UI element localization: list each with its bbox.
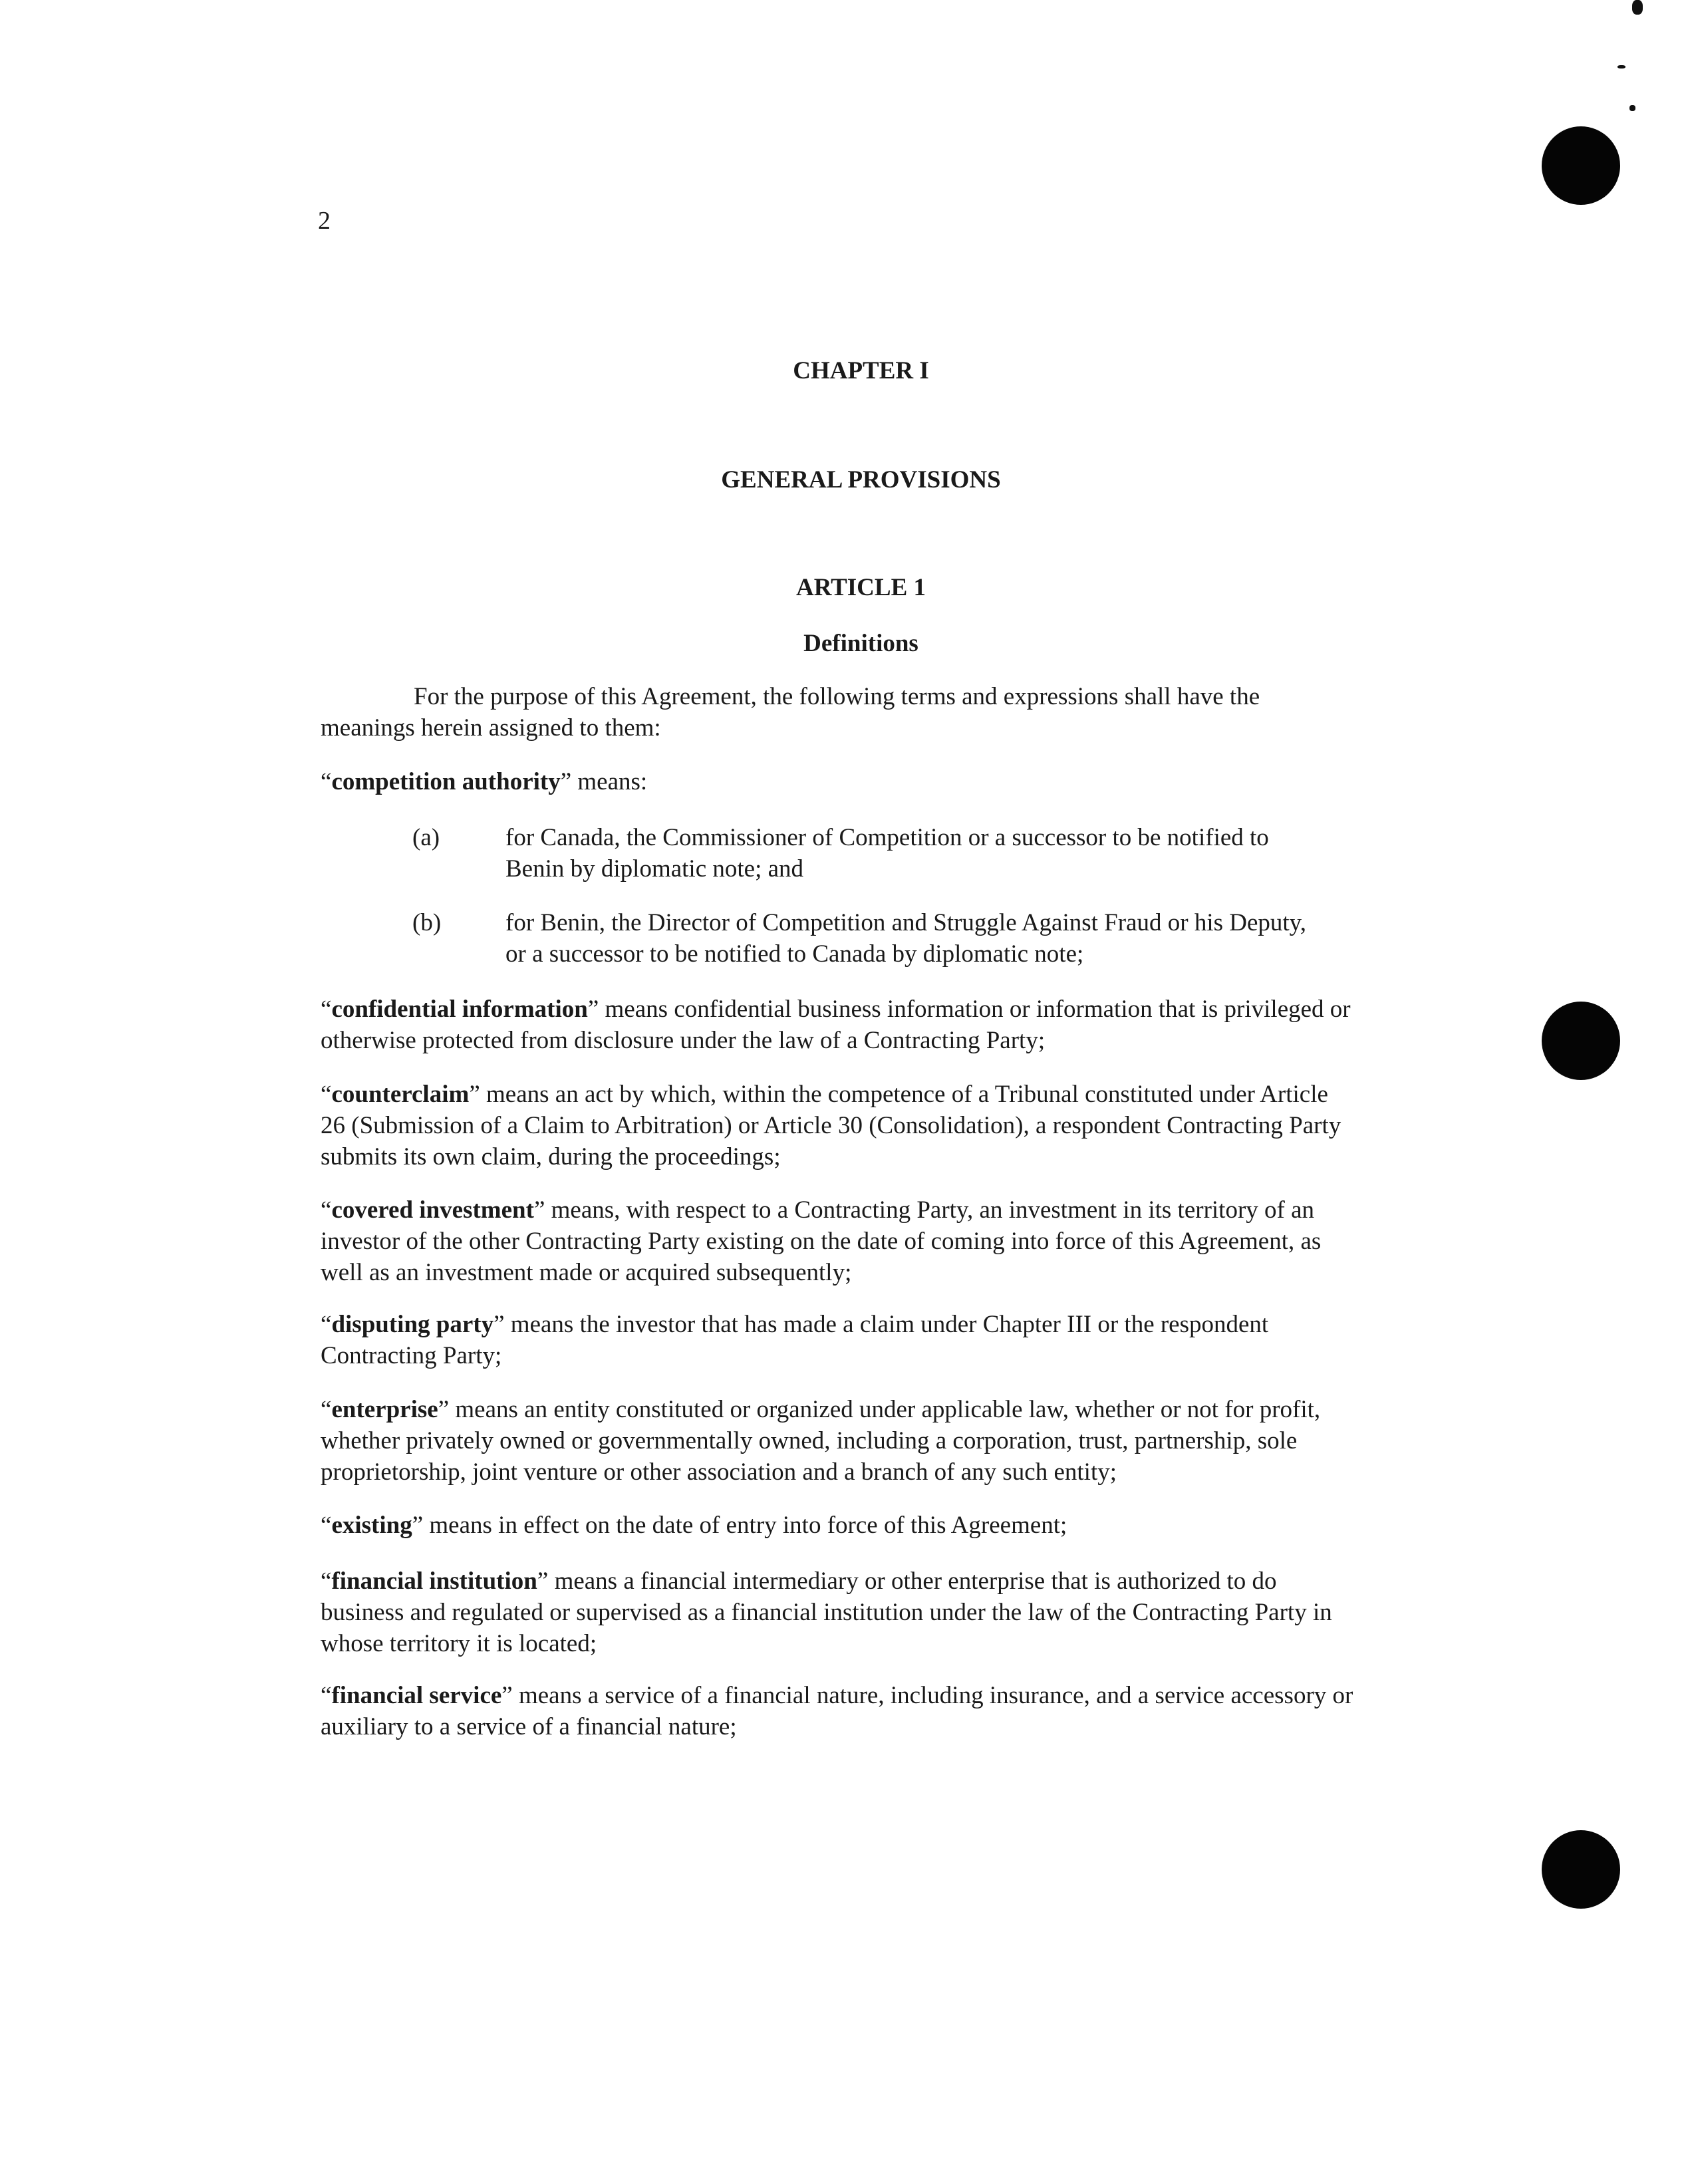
punch-hole (1542, 1830, 1620, 1909)
page-number: 2 (318, 207, 331, 235)
article-subtitle: Definitions (803, 630, 918, 657)
definition-financial-institution: “financial institution” means a financial intermediary or other enterprise that is authorized to do business and regulated or supervised as a financial institution under the law of the Contracting Party in whose territory it is located; (321, 1568, 1332, 1657)
scan-speck (1629, 105, 1635, 111)
definition-text: means: (571, 768, 648, 795)
list-item-text: for Canada, the Commissioner of Competition or a successor to be notified to Benin by diplomatic note; and (505, 824, 1269, 883)
list-item-label: (a) (412, 824, 440, 851)
punch-hole (1542, 126, 1620, 205)
scan-speck (1617, 65, 1625, 68)
definition-term: covered investment (331, 1196, 534, 1224)
intro-paragraph: For the purpose of this Agreement, the following terms and expressions shall have the meanings herein assigned to them: (321, 683, 1260, 742)
definition-term: financial institution (331, 1568, 537, 1595)
definition-text: means an entity constituted or organized under applicable law, whether or not for profit, whether privately owned or governmentally owned, including a corporation, trust, partnership, sole proprietorship, joint venture or other association and a branch of any such entity; (321, 1396, 1321, 1486)
definition-text: means the investor that has made a claim under Chapter III or the respondent Contracting Party; (321, 1311, 1269, 1369)
definition-term: confidential information (331, 996, 588, 1023)
definition-term: enterprise (331, 1396, 438, 1423)
definition-competition-authority: “competition authority” means: (321, 768, 648, 795)
definition-existing: “existing” means in effect on the date of entry into force of this Agreement; (321, 1512, 1067, 1539)
definition-term: disputing party (331, 1311, 494, 1338)
definition-term: financial service (331, 1682, 502, 1709)
definition-confidential-information: “confidential information” means confidential business information or information that is privileged or otherwise protected from disclosure under the law of a Contracting Party; (321, 996, 1351, 1054)
definition-term: competition authority (331, 768, 561, 795)
definition-text: means a financial intermediary or other enterprise that is authorized to do business and regulated or supervised as a financial institution under the law of the Contracting Party in whose territory it is located; (321, 1568, 1332, 1657)
chapter-subtitle: GENERAL PROVISIONS (721, 466, 1001, 493)
punch-hole (1542, 1002, 1620, 1080)
definition-term: counterclaim (331, 1081, 470, 1108)
definition-term: existing (331, 1512, 412, 1539)
definition-covered-investment: “covered investment” means, with respect to a Contracting Party, an investment in its territory of an investor of the other Contracting Party existing on the date of coming into force of this Agreement, as well as an investment made or acquired subsequently; (321, 1196, 1322, 1286)
definition-counterclaim: “counterclaim” means an act by which, within the competence of a Tribunal constituted under Article 26 (Submission of a Claim to Arbitration) or Article 30 (Consolidation), a respondent Contracting Party submits its own claim, during the proceedings; (321, 1081, 1341, 1170)
definition-text: means in effect on the date of entry into force of this Agreement; (423, 1512, 1067, 1539)
chapter-heading: CHAPTER I (793, 357, 929, 384)
scan-speck (1632, 0, 1643, 15)
definition-financial-service: “financial service” means a service of a financial nature, including insurance, and a service accessory or auxiliary to a service of a financial nature; (321, 1682, 1353, 1740)
definition-text: means, with respect to a Contracting Party, an investment in its territory of an investor of the other Contracting Party existing on the date of coming into force of this Agreement, as well as an investment made or acquired subsequently; (321, 1196, 1322, 1286)
definition-enterprise: “enterprise” means an entity constituted or organized under applicable law, whether or not for profit, whether privately owned or governmentally owned, including a corporation, trust, partnership, sole proprietorship, joint venture or other association and a branch of any such entity; (321, 1396, 1321, 1486)
list-item-text: for Benin, the Director of Competition and Struggle Against Fraud or his Deputy, or a successor to be notified to Canada by diplomatic note; (505, 909, 1307, 968)
definition-text: means confidential business information or information that is privileged or otherwise protected from disclosure under the law of a Contracting Party; (321, 996, 1351, 1054)
article-heading: ARTICLE 1 (795, 574, 926, 601)
definition-text: means an act by which, within the competence of a Tribunal constituted under Article 26 (Submission of a Claim to Arbitration) or Article 30 (Consolidation), a respondent Contracting Party submits its own claim, during the proceedings; (321, 1081, 1341, 1170)
list-item-label: (b) (412, 909, 442, 936)
definition-disputing-party: “disputing party” means the investor that has made a claim under Chapter III or the respondent Contracting Party; (321, 1311, 1269, 1369)
definition-text: means a service of a financial nature, including insurance, and a service accessory or auxiliary to a service of a financial nature; (321, 1682, 1353, 1740)
